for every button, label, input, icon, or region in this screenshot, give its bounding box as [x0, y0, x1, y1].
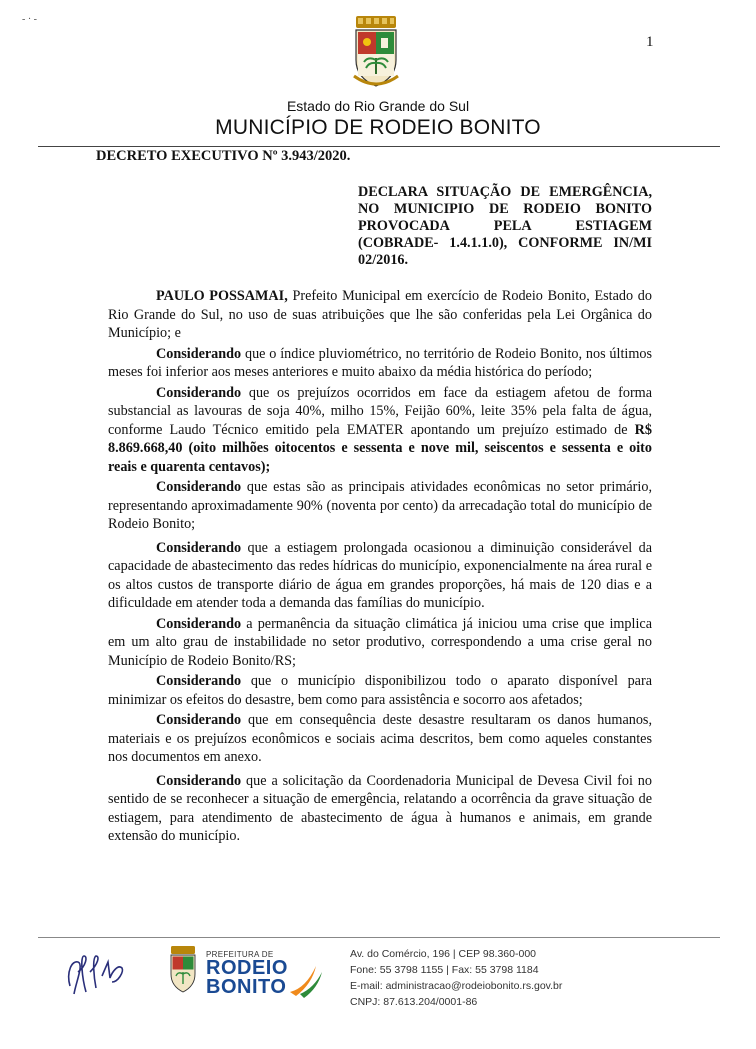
contact-block [350, 946, 562, 1010]
paragraph-lead: Considerando [156, 345, 242, 362]
handwritten-signature [62, 942, 142, 998]
brand-swoosh-icon [286, 958, 326, 998]
paragraph-lead: Considerando [156, 539, 242, 556]
paragraph-text: que em consequência deste desastre resultaram os danos humanos, materiais e os prejuízos econômicos e sociais acima descritos, bem como aqueles constantes nos documentos em anexo. [108, 712, 652, 765]
decree-number: DECRETO EXECUTIVO Nº 3.943/2020. [96, 148, 351, 164]
municipality-title: MUNICÍPIO DE RODEIO BONITO [215, 116, 541, 139]
prejudice-amount: R$ 8.869.668,40 (oito milhões oitocentos e sessenta e nove mil, seiscentos e sessenta e oito reais e quarenta centavos); [108, 421, 652, 475]
paragraph-text: que o município disponibilizou todo o aparato disponível para minimizar os efeitos do desastre, bem como para assistência e socorro aos afetados; [108, 673, 652, 708]
decree-body [108, 287, 652, 848]
paragraph-lead: Considerando [156, 479, 242, 495]
paragraph-text: que a solicitação da Coordenadoria Municipal de Devesa Civil foi no sentido de se reconhecer a situação de emergência, relatando a ocorrência da grave situação de estiagem, para atendimento de abastecimento de água à humanos e animais, em grande extensão do município. [108, 772, 652, 844]
paragraph [108, 287, 652, 343]
state-name: Estado do Rio Grande do Sul [286, 98, 470, 114]
footer-divider [38, 937, 720, 938]
paragraph [108, 384, 652, 477]
paragraph-lead: Considerando [156, 673, 242, 689]
scan-mark: - · - [22, 14, 37, 25]
cnpj-text: CNPJ: 87.613.204/0001-86 [350, 996, 478, 1008]
paragraph [108, 672, 652, 709]
email-text: E-mail: administracao@rodeiobonito.rs.gov.br [350, 980, 563, 992]
footer-crest-icon [166, 946, 200, 994]
paragraph-lead: Considerando [156, 772, 242, 789]
paragraph-lead: PAULO POSSAMAI, [156, 288, 288, 304]
paragraph-text: que o índice pluviométrico, no território de Rodeio Bonito, nos últimos meses foi inferior aos meses anteriores e muito abaixo da média histórica do período; [108, 345, 652, 380]
paragraph-text: que estas são as principais atividades econômicas no setor primário, representando aproximadamente 90% (noventa por cento) da arrecadação total do município de Rodeio Bonito; [108, 479, 652, 532]
footer-brand [206, 950, 288, 997]
paragraph-lead: Considerando [156, 384, 242, 401]
decree-summary: DECLARA SITUAÇÃO DE EMERGÊNCIA, NO MUNICIPIO DE RODEIO BONITO PROVOCADA PELA ESTIAGEM (COBRADE- 1.4.1.1.0), CONFORME IN/MI 02/2016. [358, 184, 652, 268]
brand-line-2: BONITO [206, 976, 287, 998]
paragraph [108, 711, 652, 767]
paragraph [108, 539, 652, 613]
paragraph-lead: Considerando [156, 615, 242, 632]
paragraph-lead: Considerando [156, 712, 242, 728]
paragraph-text: que os prejuízos ocorridos em face da estiagem afetou de forma substancial as lavouras de soja 40%, milho 15%, Feijão 60%, leite 35% pela falta de água, conforme Laudo Técnico emitido pela EMATER apontando um prejuízo estimado de [108, 384, 652, 438]
municipal-crest-icon [348, 16, 404, 90]
paragraph-text: que a estiagem prolongada ocasionou a diminuição considerável da capacidade de abastecimento das redes hídricas do município, exponencialmente na área rural e os altos custos de transporte diário de água em grandes proporções, há mais de 120 dias e a dificuldade em atender toda a demanda das famílias do município. [108, 539, 652, 611]
header-divider [38, 146, 720, 147]
paragraph [108, 345, 652, 382]
paragraph-text: a permanência da situação climática já iniciou uma crise que implica em um alto grau de instabilidade no setor produtivo, correspondendo a uma crise geral no Município de Rodeio Bonito/RS; [108, 615, 652, 669]
page-number: 1 [646, 34, 654, 50]
paragraph [108, 478, 652, 534]
address-text: Av. do Comércio, 196 | CEP 98.360-000 [350, 948, 537, 960]
brand-line-1: RODEIO [206, 957, 288, 979]
paragraph-text: Prefeito Municipal em exercício de Rodeio Bonito, Estado do Rio Grande do Sul, no uso de suas atribuições que lhe são conferidas pela Lei Orgânica do Município; e [108, 288, 652, 341]
phone-text: Fone: 55 3798 1155 | Fax: 55 3798 1184 [350, 964, 539, 976]
brand-prefix: PREFEITURA DE [206, 950, 274, 959]
paragraph [108, 772, 652, 846]
paragraph [108, 615, 652, 671]
